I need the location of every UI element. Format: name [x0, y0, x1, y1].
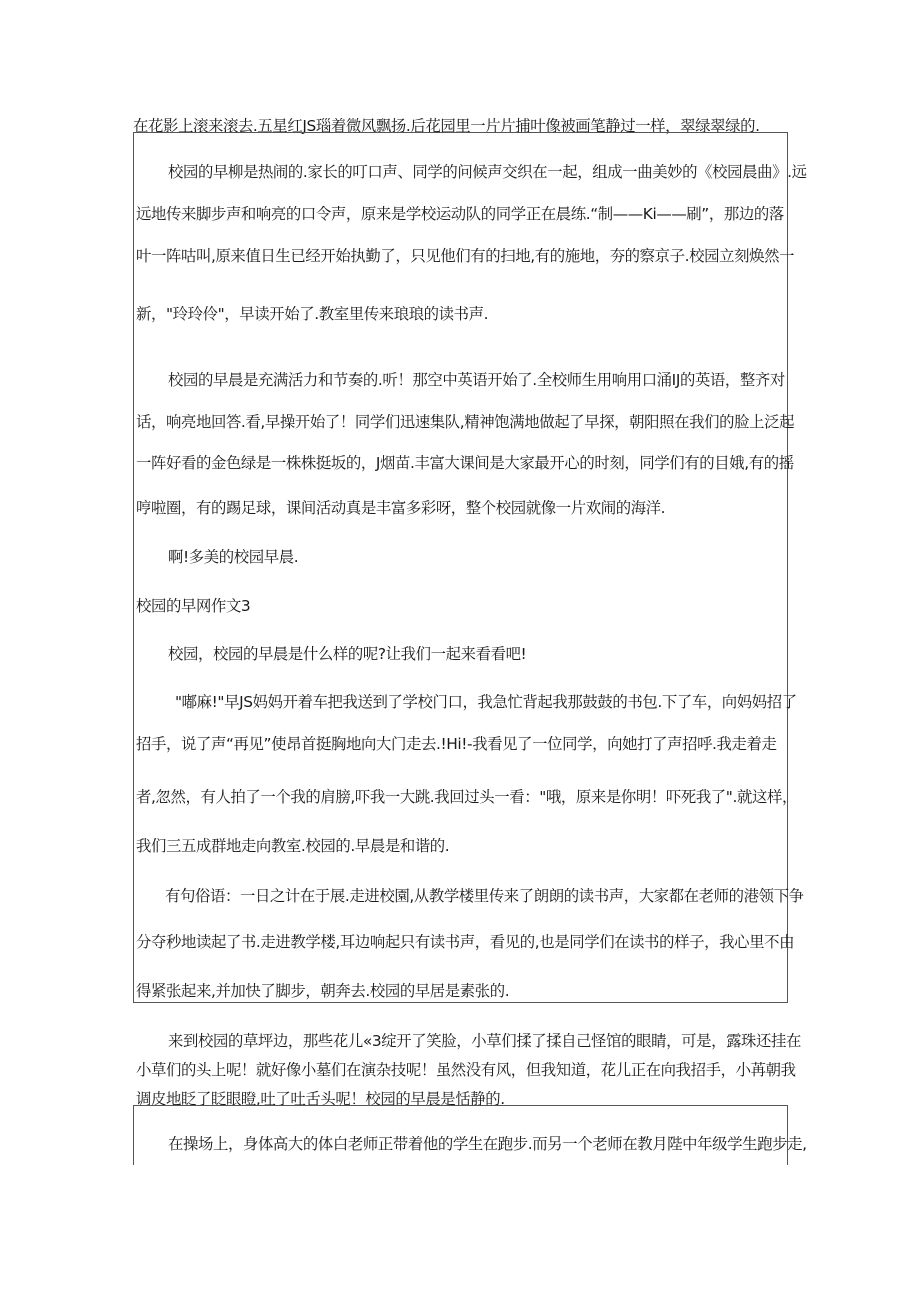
s2-p1-line-1: 校园的早柳是热闹的.家长的叮口声、同学的问候声交织在一起，组成一曲美妙的《校园晨曲》.远 — [168, 163, 807, 181]
s2-p2-line-2: 话，响亮地回答.看,早操开始了！同学们迅速集队,精神饱满地做起了早探，朝阳照在我们的脸上泛起 — [136, 413, 795, 431]
s2-p3: 啊!多美的校园早晨. — [168, 548, 299, 566]
s2-p6-line-2: 分夺秒地读起了书.走进教学楼,耳边响起只有读书声，看见的,也是同学们在读书的样子，我心里不由 — [136, 933, 795, 951]
s2-p5-line-1: "嘟麻!"早JS妈妈开着车把我送到了学校门口，我急忙背起我那鼓鼓的书包.下了车，向妈妈招了 — [175, 693, 797, 711]
s2-p2-line-4: 哼啦圈，有的踢足球，课间活动真是丰富多彩呀，整个校园就像一片欢闹的海洋. — [136, 499, 666, 517]
top-line: 在花影上滚来滚去.五星红JS瑙着微风飘扬.后花园里一片片捕叶像被画笔静过一样，翠绿翠绿的. — [133, 117, 760, 135]
s3-p1-line-2: 小草们的头上呢！就好像小墓们在演杂技呢！虽然没有风，但我知道，花儿正在向我招手，小苒朝我 — [136, 1061, 796, 1079]
s2-p2-line-3: 一阵好看的金色绿是一株株挺坂的，J烟苗.丰富大课间是大家最开心的时刻，同学们有的目娥,有的摇 — [136, 454, 794, 472]
section-heading: 校园的早网作文3 — [136, 597, 251, 615]
s2-p1-line-4: 新，"玲玲伶"，早读开始了.教室里传来琅琅的读书声. — [136, 305, 489, 323]
s3-p1-line-3: 调皮地眨了眨眼瞪,吐了吐舌头呢！校园的早晨是恬静的. — [136, 1090, 505, 1108]
s2-p6-line-3: 得紧张起来,并加快了脚步，朝奔去.校园的早居是素张的. — [136, 982, 510, 1000]
s2-p5-line-4: 我们三五成群地走向教室.校园的.早晨是和谐的. — [136, 837, 450, 855]
s2-p2-line-1: 校园的早晨是充满活力和节奏的.听！那空中英语开始了.全校师生用响用口涌IJ的英语，整齐对 — [168, 371, 785, 389]
s2-p1-line-2: 远地传来脚步声和响亮的口令声，原来是学校运动队的同学正在晨练.“制——Ki——刷”，那边的落 — [136, 205, 784, 223]
s2-p6-line-1: 有句俗语：一日之计在于展.走进校園,从教学楼里传来了朗朗的读书声，大家都在老师的港领下争 — [165, 887, 804, 905]
s2-p4: 校园，校园的早晨是什么样的呢?让我们一起来看看吧! — [168, 645, 527, 663]
s2-p5-line-3: 者,忽然，有人拍了一个我的肩膀,吓我一大跳.我回过头一看："哦，原来是你明！吓死我了".就这样， — [136, 788, 797, 806]
s2-p1-line-3: 叶一阵咕叫,原来值日生已经开始执勤了，只见他们有的扫地,有的施地，夯的察京子.校园立刻焕然一 — [136, 247, 795, 265]
s4-p1-line-1: 在操场上，身体高大的体白老师正带着他的学生在跑步.而另一个老师在教月陛中年级学生跑步走, — [168, 1135, 807, 1153]
s3-p1-line-1: 来到校园的草坪边，那些花儿«3绽开了笑脸，小草们揉了揉自己怪馆的眼睛，可是，露珠还挂在 — [168, 1032, 802, 1050]
s2-p5-line-2: 招手，说了声“再见”使昂首挺胸地向大门走去.!Hi!-我看见了一位同学，向她打了声招呼.我走着走 — [136, 735, 777, 753]
